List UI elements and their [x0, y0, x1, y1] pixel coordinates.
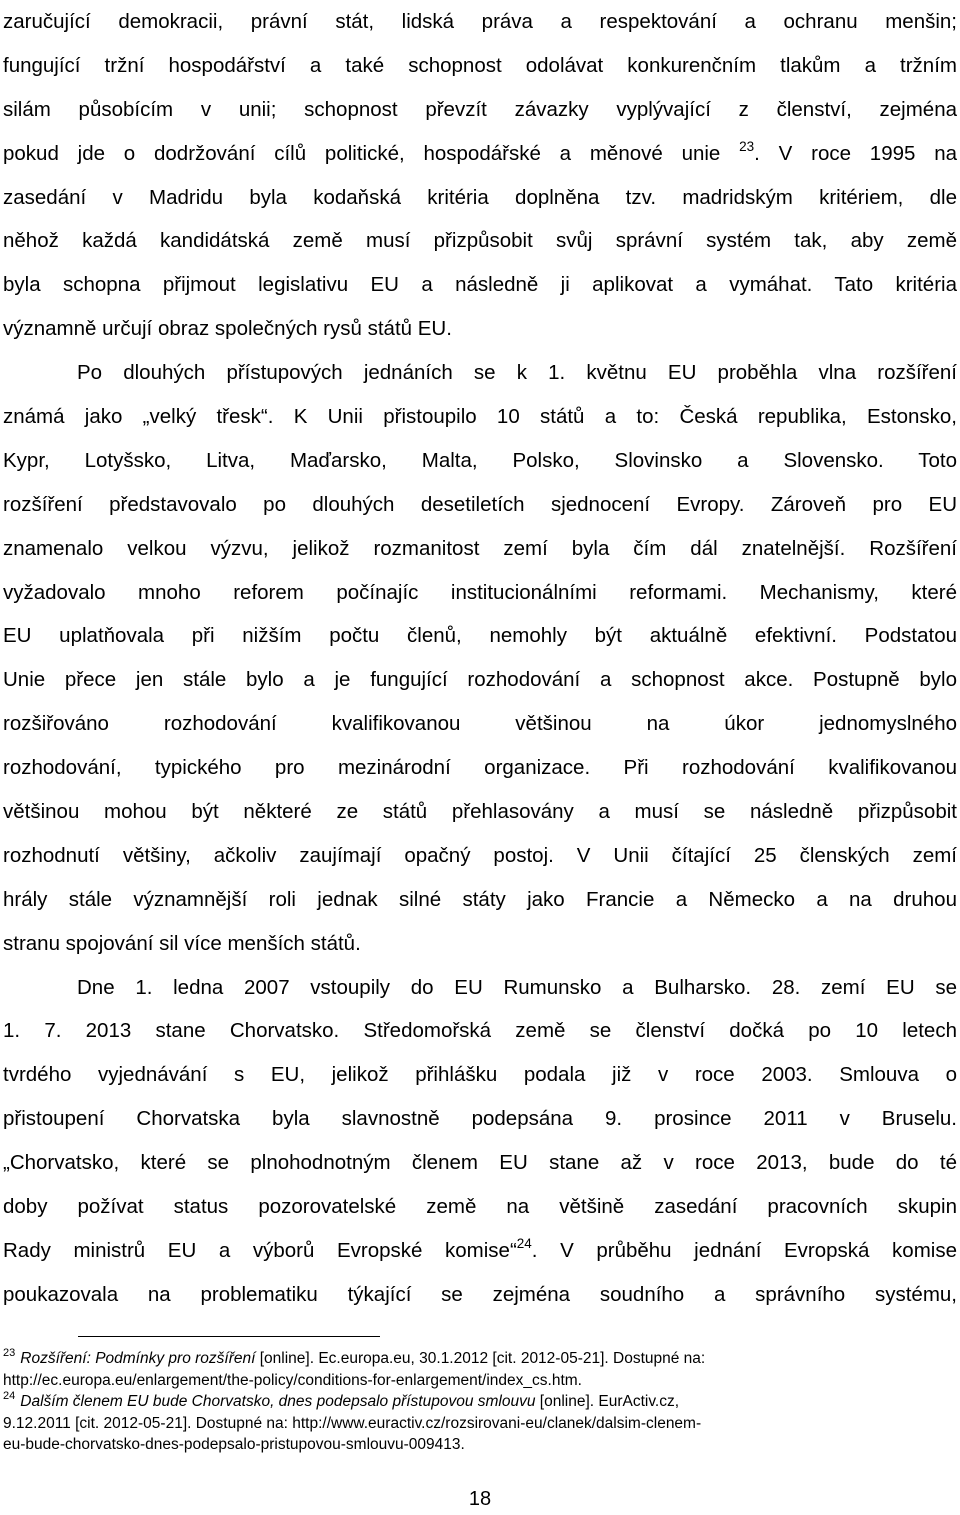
text-line: Dne 1. ledna 2007 vstoupily do EU Rumunsko a Bulharsko. 28. zemí EU se [77, 975, 957, 999]
text-line: něhož každá kandidátská země musí přizpůsobit svůj správní systém tak, aby země [3, 229, 957, 253]
footnote-url[interactable]: http://ec.europa.eu/enlargement/the-policy/conditions-for-enlargement/index_cs.htm. [3, 1371, 582, 1389]
text-line: přistoupení Chorvatska byla slavnostně podepsána 9. prosince 2011 v Bruselu. [3, 1107, 957, 1131]
footnote-separator [78, 1336, 380, 1337]
text-line: doby požívat status pozorovatelské země na většině zasedání pracovních skupin [3, 1195, 957, 1219]
text-line [3, 132, 957, 176]
text-line: byla schopna přijmout legislativu EU a následně ji aplikovat a vymáhat. Tato kritéria [3, 273, 957, 297]
footnote-reference: 24 [516, 1235, 532, 1251]
text-line: „Chorvatsko, které se plnohodnotným členem EU stane až v roce 2013, bude do té [3, 1151, 957, 1175]
text-line: fungující tržní hospodářství a také schopnost odolávat konkurenčním tlakům a tržním [3, 53, 957, 77]
footnote-number: 24 [3, 1390, 16, 1402]
footnote-url[interactable]: 9.12.2011 [cit. 2012-05-21]. Dostupné na: http://www.euractiv.cz/rozsirovani-eu/clanek/dalsim-clenem- [3, 1414, 702, 1432]
body-text [3, 0, 957, 1317]
page-number: 18 [468, 1488, 492, 1510]
text-segment: . V průběhu jednání Evropská komise [531, 1238, 957, 1262]
footnote-text: [online]. Ec.europa.eu, 30.1.2012 [cit. 2012-05-21]. Dostupné na: [255, 1350, 706, 1367]
text-line: rozhodování, typického pro mezinárodní organizace. Při rozhodování kvalifikovanou [3, 756, 957, 780]
text-line: významně určují obraz společných rysů států EU. [3, 317, 452, 341]
text-line: zasedání v Madridu byla kodaňská kritéria doplněna tzv. madridským kritériem, dle [3, 185, 957, 209]
text-line: znamenalo velkou výzvu, jelikož rozmanitost zemí byla čím dál znatelnější. Rozšíření [3, 536, 957, 560]
footnote-24 [3, 1391, 957, 1413]
text-line: hrály stále významnější roli jednak silné státy jako Francie a Německo a na druhou [3, 887, 957, 911]
text-line: rozšiřováno rozhodování kvalifikovanou většinou na úkor jednomyslného [3, 712, 957, 736]
footnote-title: Dalším členem EU bude Chorvatsko, dnes podepsalo přístupovou smlouvu [20, 1393, 536, 1410]
text-line [3, 1229, 957, 1273]
text-line: EU uplatňovala při nižším počtu členů, nemohly být aktuálně efektivní. Podstatou [3, 624, 957, 648]
text-line: Po dlouhých přístupových jednáních se k 1. květnu EU proběhla vlna rozšíření [77, 361, 957, 385]
text-line: silám působícím v unii; schopnost převzít závazky vyplývající z členství, zejména [3, 97, 957, 121]
text-segment: pokud jde o dodržování cílů politické, hospodářské a měnové unie [3, 141, 721, 165]
text-segment: . V roce 1995 na [754, 141, 958, 165]
text-line: Kypr, Lotyšsko, Litva, Maďarsko, Malta, Polsko, Slovinsko a Slovensko. Toto [3, 448, 957, 472]
text-segment: Rady ministrů EU a výborů Evropské komise“ [3, 1238, 517, 1262]
text-line: poukazovala na problematiku týkající se zejména soudního a správního systému, [3, 1282, 957, 1306]
text-line: stranu spojování sil více menších států. [3, 931, 361, 955]
footnote-url[interactable]: eu-bude-chorvatsko-dnes-podepsalo-pristupovou-smlouvu-009413. [3, 1436, 465, 1453]
footnote-reference: 23 [739, 138, 755, 154]
text-line: známá jako „velký třesk“. K Unii přistoupilo 10 států a to: Česká republika, Estonsko, [3, 405, 957, 429]
text-line: 1. 7. 2013 stane Chorvatsko. Středomořská země se členství dočká po 10 letech [3, 1019, 957, 1043]
footnote-title: Rozšíření: Podmínky pro rozšíření [20, 1350, 256, 1367]
footnote-23 [3, 1348, 957, 1370]
text-line: zaručující demokracii, právní stát, lidská práva a respektování a ochranu menšin; [3, 10, 957, 33]
text-line: rozhodnutí většiny, ačkoliv zaujímají opačný postoj. V Unii čítající 25 členských zemí [3, 843, 957, 867]
footnote-number: 23 [3, 1347, 16, 1359]
text-line: rozšíření představovalo po dlouhých desetiletích sjednocení Evropy. Zároveň pro EU [3, 492, 957, 516]
text-line: Unie přece jen stále bylo a je fungující rozhodování a schopnost akce. Postupně bylo [3, 668, 957, 692]
text-line: většinou mohou být některé ze států přehlasovány a musí se následně přizpůsobit [3, 800, 957, 824]
text-line: tvrdého vyjednávání s EU, jelikož přihlášku podala již v roce 2003. Smlouva o [3, 1063, 957, 1087]
footnotes [3, 1348, 957, 1456]
text-line: vyžadovalo mnoho reforem počínajíc institucionálními reformami. Mechanismy, které [3, 580, 957, 604]
footnote-text: [online]. EurActiv.cz, [535, 1393, 680, 1410]
